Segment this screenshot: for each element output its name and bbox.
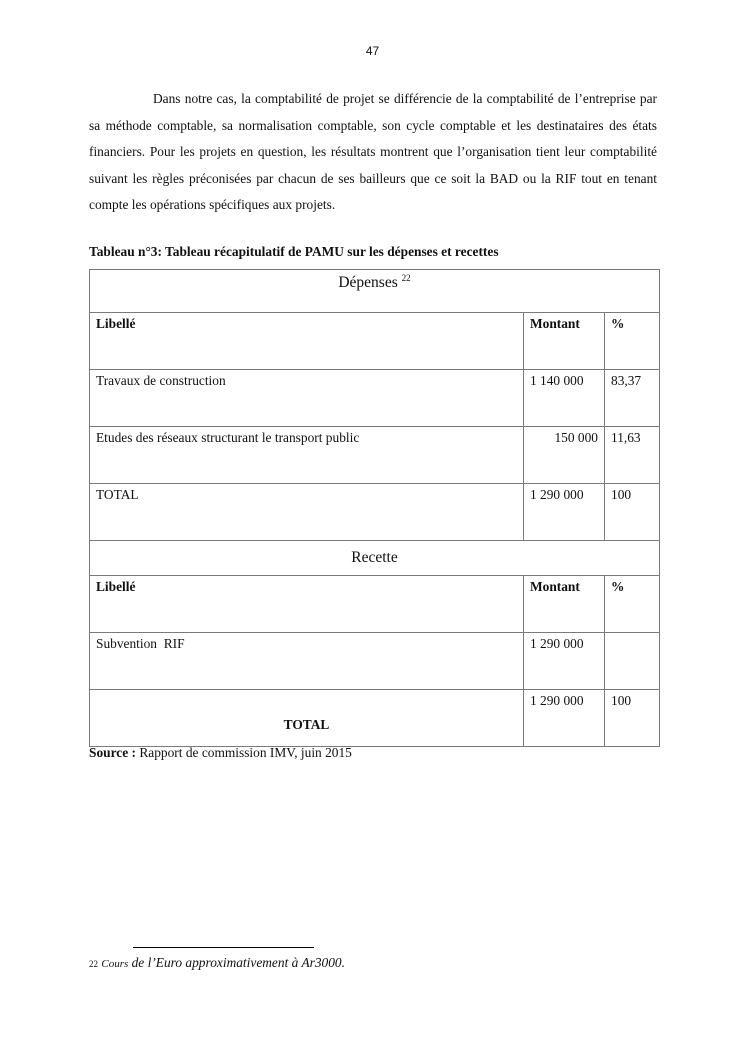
header-pct: % <box>605 313 660 370</box>
recette-title: Recette <box>90 541 660 576</box>
cell-montant: 150 000 <box>524 427 605 484</box>
cell-pct <box>605 633 660 690</box>
body-paragraph <box>89 86 657 219</box>
depenses-title-cell <box>90 270 660 313</box>
header-montant: Montant <box>524 576 605 633</box>
footnote-cours: Cours <box>101 958 129 970</box>
recette-total-row <box>90 690 660 747</box>
recette-total-label: TOTAL <box>283 717 330 732</box>
depenses-title: Dépenses <box>338 274 398 291</box>
table-row <box>90 484 660 541</box>
cell-libelle: Travaux de construction <box>90 370 524 427</box>
footnote-number: 22 <box>89 959 98 969</box>
cell-pct: 11,63 <box>605 427 660 484</box>
table-row <box>90 427 660 484</box>
cell-pct: 83,37 <box>605 370 660 427</box>
cell-montant: 1 290 000 <box>524 484 605 541</box>
header-libelle: Libellé <box>90 576 524 633</box>
summary-table <box>89 269 660 747</box>
header-libelle: Libellé <box>90 313 524 370</box>
footnote-divider <box>133 947 314 948</box>
source-label: Source : <box>89 745 136 760</box>
cell-libelle <box>90 690 524 747</box>
source-text: Rapport de commission IMV, juin 2015 <box>136 745 352 760</box>
cell-libelle: Etudes des réseaux structurant le transport public <box>90 427 524 484</box>
table-caption: Tableau n°3: Tableau récapitulatif de PAMU sur les dépenses et recettes <box>89 244 499 259</box>
cell-libelle: TOTAL <box>90 484 524 541</box>
table-row <box>90 370 660 427</box>
source-line <box>89 745 352 761</box>
cell-pct: 100 <box>605 690 660 747</box>
footnote-ref: 22 <box>401 273 411 283</box>
table-row <box>90 633 660 690</box>
cell-montant: 1 290 000 <box>524 633 605 690</box>
page-number: 47 <box>365 44 380 58</box>
cell-libelle: Subvention RIF <box>90 633 524 690</box>
recette-header-row <box>90 576 660 633</box>
cell-montant: 1 140 000 <box>524 370 605 427</box>
footnote-text: de l’Euro approximativement à Ar3000. <box>128 955 345 970</box>
cell-pct: 100 <box>605 484 660 541</box>
footnote <box>89 955 345 971</box>
paragraph-text: Dans notre cas, la comptabilité de projet se différencie de la comptabilité de l’entreprise par sa méthode comptable, sa normalisation comptable, son cycle comptable et les destinataires des états financiers. Pour les projets en question, les résultats montrent que l’organisation tient leur comptabilité suivant les règles préconisées par chacun de ses bailleurs que ce soit la BAD ou la RIF tout en tenant compte les opérations spécifiques aux projets. <box>89 91 657 213</box>
header-pct: % <box>605 576 660 633</box>
cell-montant: 1 290 000 <box>524 690 605 747</box>
depenses-section-row <box>90 270 660 313</box>
recette-section-row <box>90 541 660 576</box>
header-montant: Montant <box>524 313 605 370</box>
depenses-header-row <box>90 313 660 370</box>
